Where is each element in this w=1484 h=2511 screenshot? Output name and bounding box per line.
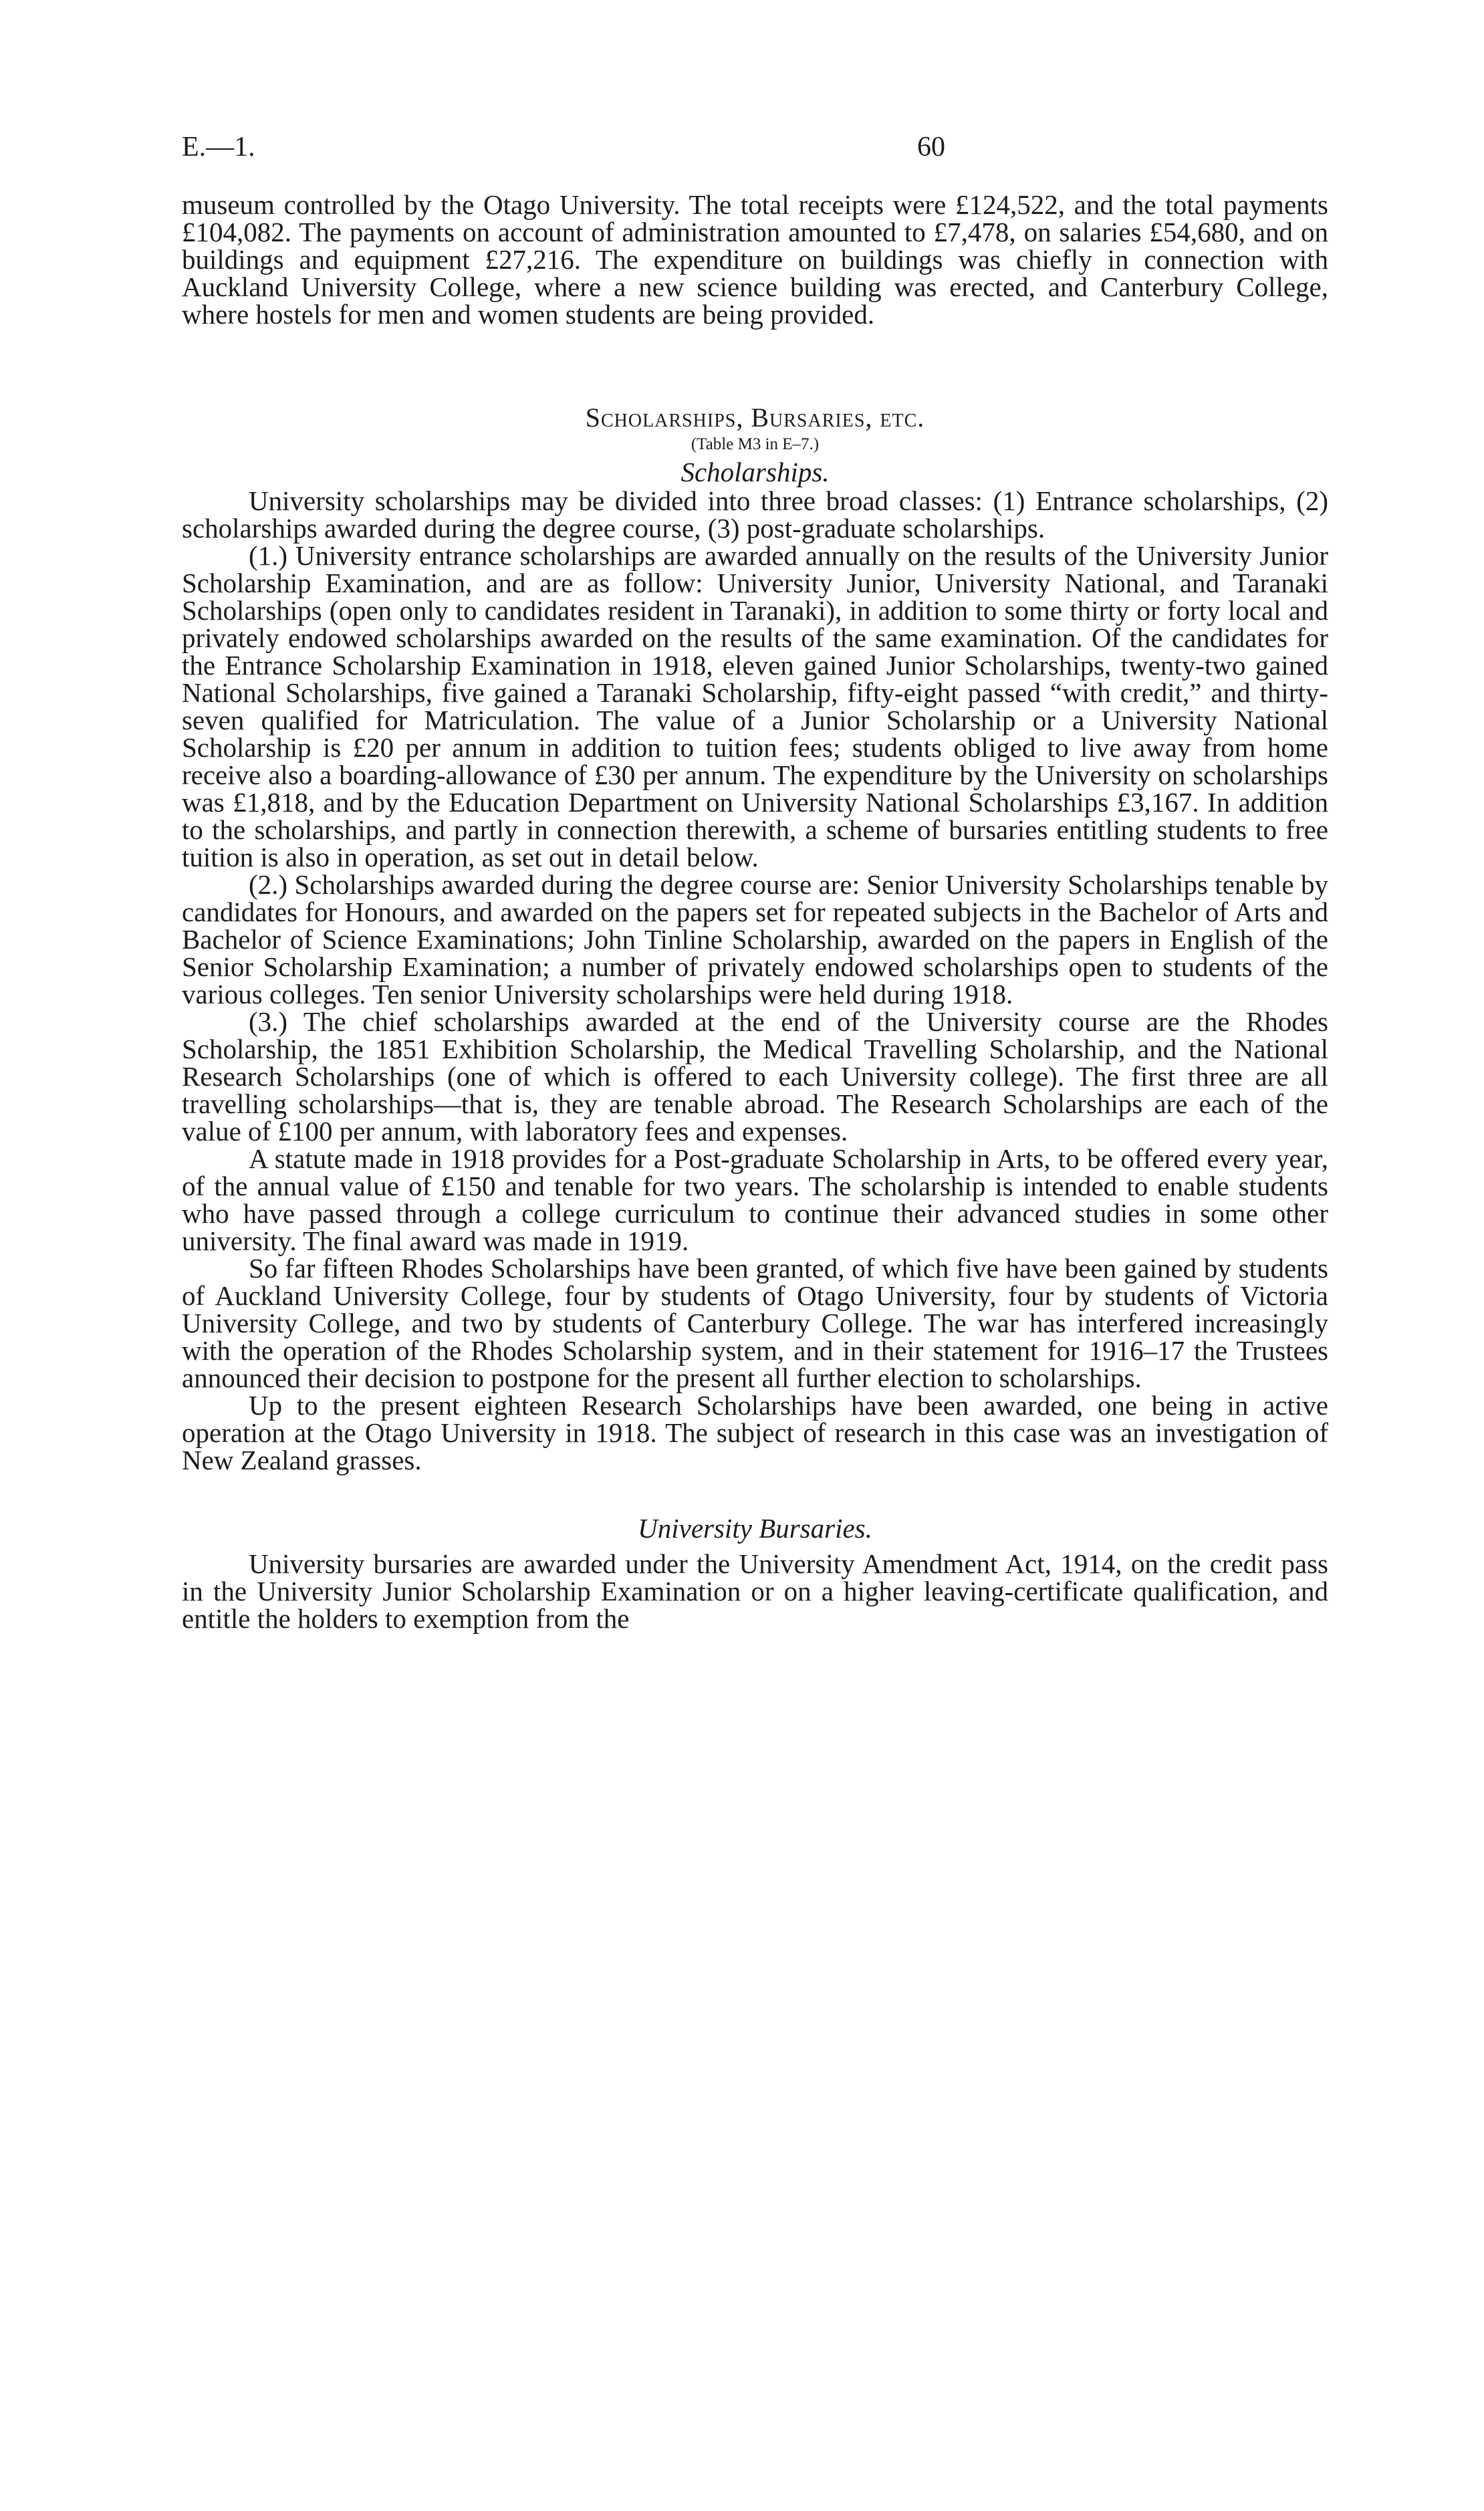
intro-paragraph: museum controlled by the Otago University. The total receipts were £124,522, and the total payments £104,082. The payments on account of administration amounted to £7,478, on salaries £54,680, and on buildings and equipment £27,216. The expenditure on buildings was chiefly in connection with Auckland University College, where a new science building was erected, and Canterbury College, where hostels for men and women students are being provided. xyxy=(182,189,1328,330)
page-number: 60 xyxy=(917,132,945,162)
paragraph-classes: University scholarships may be divided into three broad classes: (1) Entrance scholarships, (2) scholarships awarded during the degree course, (3) post-graduate scholarships. xyxy=(182,485,1328,544)
paragraph-research: Up to the present eighteen Research Scholarships have been awarded, one being in active operation at the Otago University in 1918. The subject of research in this case was an investigation of New Zealand grasses. xyxy=(182,1390,1328,1475)
document-reference: E.—1. xyxy=(182,132,255,162)
paragraph-bursaries: University bursaries are awarded under the University Amendment Act, 1914, on the credit pass in the University Junior Scholarship Examination or on a higher leaving-certificate qualification, and entitle the holders to exemption from the xyxy=(182,1548,1328,1634)
paragraph-rhodes: So far fifteen Rhodes Scholarships have been granted, of which five have been gained by students of Auckland University College, four by students of Otago University, four by students of Victoria University College, and two by students of Canterbury College. The war has interfered increasingly with the operation of the Rhodes Scholarship system, and in their statement for 1916–17 the Trustees announced their decision to postpone for the present all further election to scholarships. xyxy=(182,1253,1328,1393)
spacer xyxy=(182,1474,1328,1513)
scholarships-heading: Scholarships. xyxy=(681,457,830,487)
bursaries-heading: University Bursaries. xyxy=(638,1513,872,1544)
paragraph-statute-1918: A statute made in 1918 provides for a Post-graduate Scholarship in Arts, to be offered every year, of the annual value of £150 and tenable for two years. The scholarship is intended to enable students who have passed through a college curriculum to continue their advanced studies in some other university. The final award was made in 1919. xyxy=(182,1143,1328,1256)
page-header xyxy=(182,131,1328,171)
body-text xyxy=(182,191,1328,1633)
section-title: Scholarships, Bursaries, etc. xyxy=(585,402,925,433)
paragraph-postgraduate-scholarships: (3.) The chief scholarships awarded at the end of the University course are the Rhodes Scholarship, the 1851 Exhibition Scholarship, the Medical Travelling Scholarship, and the National Research Scholarships (one of which is offered to each University college). The first three are all travelling scholarships—that is, they are tenable abroad. The Research Scholarships are each of the value of £100 per annum, with laboratory fees and expenses. xyxy=(182,1006,1328,1147)
table-reference: (Table M3 in E–7.) xyxy=(691,435,820,453)
paragraph-entrance-scholarships: (1.) University entrance scholarships are awarded annually on the results of the University Junior Scholarship Examination, and are as follow: University Junior, University National, and Taranaki Scholarships (open only to candidates resident in Taranaki), in addition to some thirty or forty local and privately endowed scholarships awarded on the results of the same examination. Of the candidates for the Entrance Scholarship Examination in 1918, eleven gained Junior Scholarships, twenty-two gained National Scholarships, five gained a Taranaki Scholarship, fifty-eight passed “with credit,” and thirty-seven qualified for Matriculation. The value of a Junior Scholarship or a University National Scholarship is £20 per annum in addition to tuition fees; students obliged to live away from home receive also a boarding-allowance of £30 per annum. The expenditure by the University on scholarships was £1,818, and by the Education Department on University National Scholarships £3,167. In addition to the scholarships, and partly in connection therewith, a scheme of bursaries entitling students to free tuition is also in operation, as set out in detail below. xyxy=(182,540,1328,872)
spacer xyxy=(182,328,1328,403)
paragraph-degree-scholarships: (2.) Scholarships awarded during the degree course are: Senior University Scholarships tenable by candidates for Honours, and awarded on the papers set for repeated subjects in the Bachelor of Arts and Bachelor of Science Examinations; John Tinline Scholarship, awarded on the papers in English of the Senior Scholarship Examination; a number of privately endowed scholarships open to students of the various colleges. Ten senior University scholarships were held during 1918. xyxy=(182,869,1328,1009)
